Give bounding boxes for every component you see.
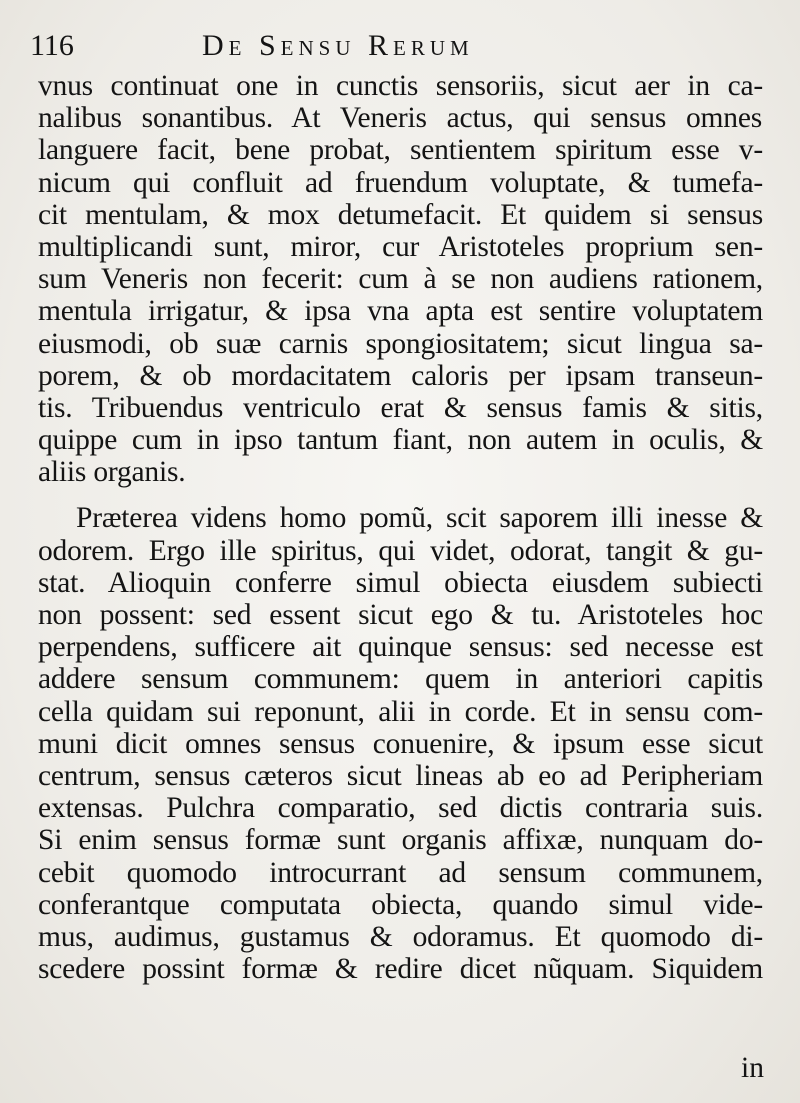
text-line: addere sensum communem: quem in anteriori capitis [38,663,763,696]
text-line: Præterea videns homo pomũ, scit saporem illi inesse & [76,502,763,535]
body-text [0,70,800,985]
text-line: nicum qui confluit ad fruendum voluptate, & tumefa- [38,166,763,199]
text-line: non possent: sed essent sicut ego & tu. Aristoteles hoc [38,599,763,631]
text-line: Si enim sensus formæ sunt organis affixæ, nunquam do- [38,824,763,857]
text-line: multiplicandi sunt, miror, cur Aristoteles proprium sen- [38,230,763,263]
text-line: languere facit, bene probat, sentientem spiritum esse v- [38,134,763,167]
catchword: in [741,1052,764,1084]
text-line: mentula irrigatur, & ipsa vna apta est sentire voluptatem [38,295,763,328]
text-line: scedere possint formæ & redire dicet nũquam. Siquidem [38,953,763,986]
page-header [30,24,770,68]
text-line: aliis organis. [38,456,186,489]
running-head: De Sensu Rerum [202,29,474,62]
text-line: nalibus sonantibus. At Veneris actus, qui sensus omnes [38,102,762,135]
text-line: mus, audimus, gustamus & odoramus. Et quomodo di- [38,920,763,953]
text-line: muni dicit omnes sensus conuenire, & ipsum esse sicut [38,727,763,760]
text-line: quippe cum in ipso tantum fiant, non autem in oculis, & [38,424,763,457]
text-line: cebit quomodo introcurrant ad sensum communem, [38,856,763,889]
text-line: cella quidam sui reponunt, alii in corde. Et in sensu com- [38,695,763,728]
text-line: stat. Alioquin conferre simul obiecta eiusdem subiecti [38,566,763,599]
text-line: porem, & ob mordacitatem caloris per ipsam transeun- [38,359,763,392]
paragraph-gap [0,488,800,502]
text-line: extensas. Pulchra comparatio, sed dictis contraria suis. [38,792,763,825]
text-line: cit mentulam, & mox detumefacit. Et quidem si sensus [38,198,763,231]
page-number: 116 [30,29,74,62]
text-line: tis. Tribuendus ventriculo erat & sensus famis & sitis, [38,391,763,424]
text-line: conferantque computata obiecta, quando simul vide- [38,888,763,921]
text-line: centrum, sensus cæteros sicut lineas ab eo ad Peripheriam [38,759,763,792]
text-line: sum Veneris non fecerit: cum à se non audiens rationem, [38,263,763,296]
text-line: vnus continuat one in cunctis sensoriis, sicut aer in ca- [38,70,763,102]
text-line: odorem. Ergo ille spiritus, qui videt, odorat, tangit & gu- [38,534,763,567]
text-line: perpendens, sufficere ait quinque sensus: sed necesse est [38,631,763,664]
text-line: eiusmodi, ob suæ carnis spongiositatem; sicut lingua sa- [38,327,763,360]
